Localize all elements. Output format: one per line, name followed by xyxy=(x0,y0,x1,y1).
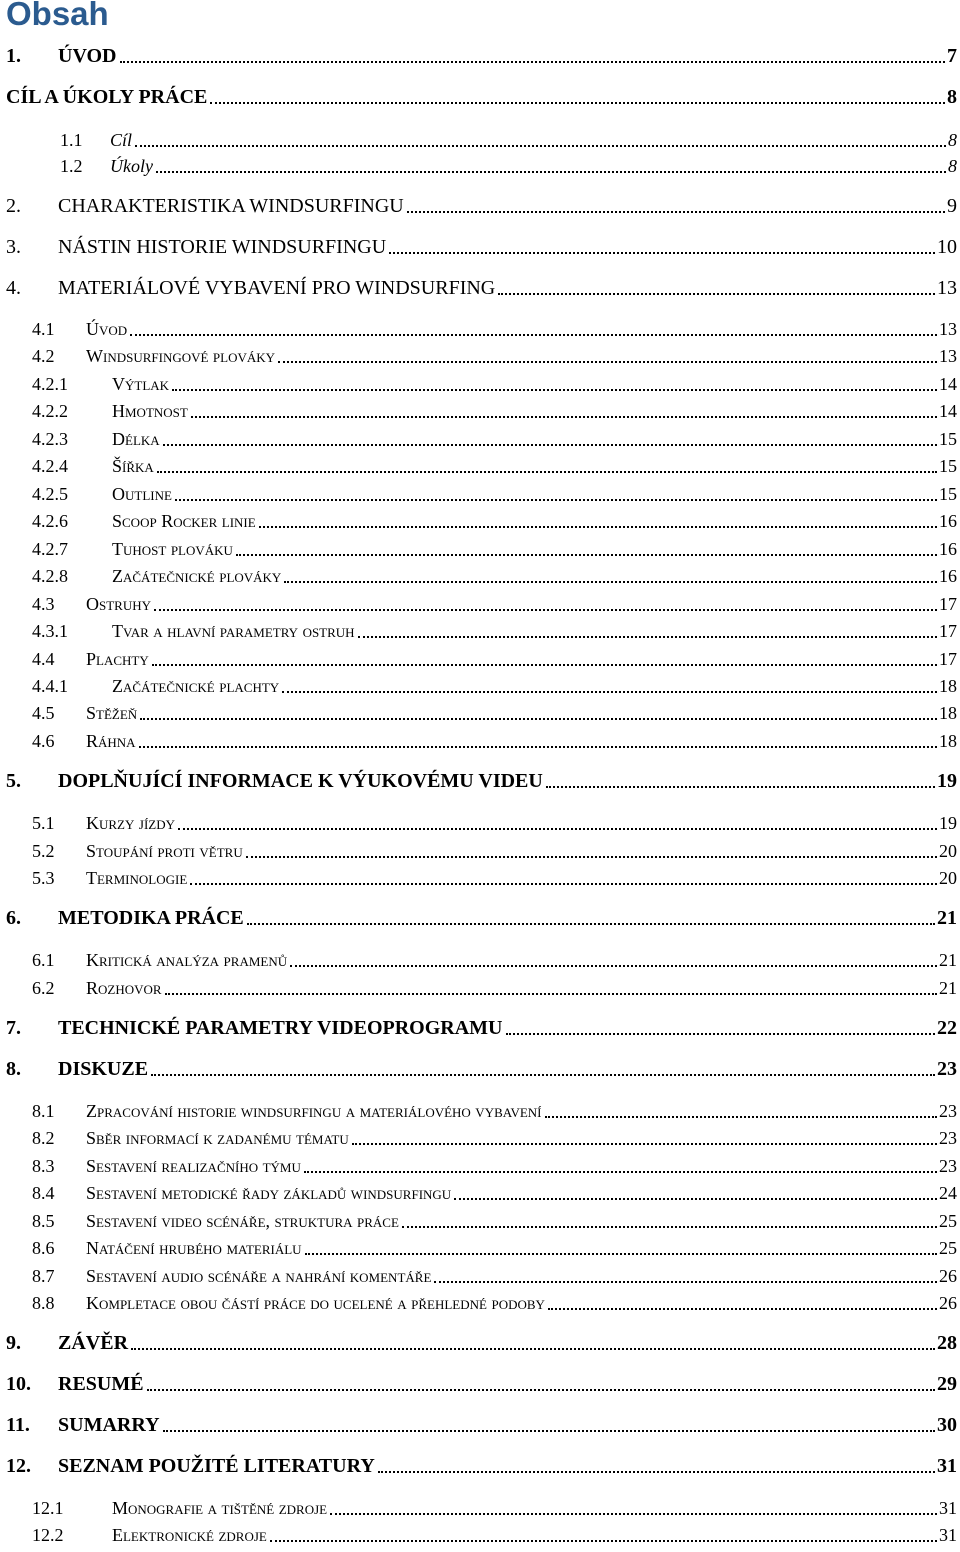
toc-entry-number: 9. xyxy=(6,1332,21,1354)
toc-entry-number: 8.4 xyxy=(32,1182,55,1203)
toc-entry-number: 2. xyxy=(6,195,21,217)
dot-leader xyxy=(304,1171,937,1173)
dot-leader xyxy=(402,1226,937,1228)
toc-entry-title: MATERIÁLOVÉ VYBAVENÍ PRO WINDSURFING xyxy=(58,277,496,299)
dot-leader xyxy=(191,416,937,418)
toc-entry[interactable] xyxy=(0,1415,960,1435)
toc-entry-title: Terminologie xyxy=(86,867,188,888)
dot-leader xyxy=(548,1308,937,1310)
toc-entry-page: 31 xyxy=(939,1497,957,1518)
toc-entry-page: 17 xyxy=(939,648,957,669)
dot-leader xyxy=(178,828,937,830)
toc-entry-title: Úvod xyxy=(86,318,128,339)
toc-entry-number: 4.5 xyxy=(32,702,55,723)
toc-entry[interactable] xyxy=(0,1267,960,1285)
toc-entry-page: 8 xyxy=(948,155,957,176)
toc-entry[interactable] xyxy=(0,1129,960,1147)
toc-entry-number: 6. xyxy=(6,907,21,929)
dot-leader xyxy=(210,102,945,104)
toc-entry-page: 14 xyxy=(939,400,957,421)
toc-entry[interactable] xyxy=(0,540,960,558)
toc-entry-number: 5. xyxy=(6,770,21,792)
toc-entry-page: 23 xyxy=(939,1155,957,1176)
dot-leader xyxy=(139,746,937,748)
dot-leader xyxy=(247,923,935,925)
toc-entry-page: 16 xyxy=(939,510,957,531)
toc-entry-page: 18 xyxy=(939,730,957,751)
dot-leader xyxy=(378,1471,935,1473)
toc-entry-title: Outline xyxy=(112,483,172,504)
toc-entry-page: 25 xyxy=(939,1237,957,1258)
toc-entry-page: 29 xyxy=(937,1373,957,1395)
toc-entry-title: Kompletace obou částí práce do ucelené a přehledné podoby xyxy=(86,1292,545,1313)
toc-entry-page: 16 xyxy=(939,538,957,559)
toc-entry-title: TECHNICKÉ PARAMETRY VIDEOPROGRAMU xyxy=(58,1017,503,1039)
toc-entry[interactable] xyxy=(0,1018,960,1038)
toc-entry-number: 1.1 xyxy=(60,129,83,150)
toc-entry-title: Šířka xyxy=(112,455,154,476)
dot-leader xyxy=(305,1253,937,1255)
toc-entry-title: Monografie a tištěné zdroje xyxy=(112,1497,328,1518)
toc-entry-number: 4.2.5 xyxy=(32,483,68,504)
toc-entry[interactable] xyxy=(0,278,960,298)
dot-leader xyxy=(172,389,937,391)
toc-entry-number: 8.8 xyxy=(32,1292,55,1313)
toc-entry-title: Délka xyxy=(112,428,160,449)
toc-entry[interactable] xyxy=(0,908,960,928)
dot-leader xyxy=(290,965,937,967)
toc-entry-page: 17 xyxy=(939,620,957,641)
dot-leader xyxy=(190,883,937,885)
toc-entry[interactable] xyxy=(0,375,960,393)
toc-entry-title: SUMARRY xyxy=(58,1414,160,1436)
toc-entry-page: 24 xyxy=(939,1182,957,1203)
toc-entry-title: Sestavení video scénáře, struktura práce xyxy=(86,1210,399,1231)
dot-leader xyxy=(151,1074,935,1076)
toc-entry[interactable] xyxy=(0,771,960,791)
toc-entry-page: 26 xyxy=(939,1292,957,1313)
toc-entry[interactable] xyxy=(0,704,960,722)
toc-entry-number: 11. xyxy=(6,1414,30,1436)
dot-leader xyxy=(506,1033,936,1035)
toc-entry[interactable] xyxy=(0,157,960,175)
toc-entry-title: RESUMÉ xyxy=(58,1373,144,1395)
toc-entry-title: Windsurfingové plováky xyxy=(86,345,276,366)
toc-entry-title: Sběr informací k zadanému tématu xyxy=(86,1127,349,1148)
toc-entry-title: Ráhna xyxy=(86,730,136,751)
toc-entry[interactable] xyxy=(0,814,960,832)
toc-entry-page: 13 xyxy=(939,345,957,366)
toc-entry[interactable] xyxy=(0,1294,960,1312)
toc-entry[interactable] xyxy=(0,196,960,216)
toc-entry-title: Zpracování historie windsurfingu a materiálového vybavení xyxy=(86,1100,542,1121)
toc-entry-page: 19 xyxy=(937,770,957,792)
toc-entry-title: Plachty xyxy=(86,648,149,669)
toc-entry-page: 23 xyxy=(939,1127,957,1148)
toc-entry-title: Sestavení audio scénáře a nahrání komentáře xyxy=(86,1265,432,1286)
toc-entry-number: 6.2 xyxy=(32,977,55,998)
toc-entry-number: 8.6 xyxy=(32,1237,55,1258)
toc-entry-page: 7 xyxy=(947,45,957,67)
dot-leader xyxy=(358,636,937,638)
dot-leader xyxy=(130,334,937,336)
toc-entry-title: Sestavení realizačního týmu xyxy=(86,1155,301,1176)
toc-entry-number: 8.7 xyxy=(32,1265,55,1286)
toc-entry-page: 16 xyxy=(939,565,957,586)
dot-leader xyxy=(135,145,946,147)
toc-entry-title: CÍL A ÚKOLY PRÁCE xyxy=(6,86,208,108)
dot-leader xyxy=(152,664,937,666)
dot-leader xyxy=(157,471,937,473)
toc-entry[interactable] xyxy=(0,237,960,257)
toc-entry-title: Výtlak xyxy=(112,373,170,394)
dot-leader xyxy=(407,211,945,213)
toc-entry[interactable] xyxy=(0,1333,960,1353)
toc-entry-page: 23 xyxy=(937,1058,957,1080)
page-title: Obsah xyxy=(6,0,109,32)
toc-entry[interactable] xyxy=(0,347,960,365)
toc-entry-title: Scoop Rocker linie xyxy=(112,510,256,531)
dot-leader xyxy=(120,61,946,63)
toc-entry-page: 15 xyxy=(939,428,957,449)
dot-leader xyxy=(140,718,937,720)
toc-entry-title: Tuhost plováku xyxy=(112,538,233,559)
toc-entry[interactable] xyxy=(0,842,960,860)
toc-entry[interactable] xyxy=(0,1239,960,1257)
toc-entry[interactable] xyxy=(0,1526,960,1544)
toc-entry-number: 4.3 xyxy=(32,593,55,614)
toc-entry-number: 8.3 xyxy=(32,1155,55,1176)
dot-leader xyxy=(175,499,937,501)
toc-entry-title: Úkoly xyxy=(110,155,153,176)
dot-leader xyxy=(284,581,937,583)
toc-entry[interactable] xyxy=(0,1456,960,1476)
toc-entry-number: 8.5 xyxy=(32,1210,55,1231)
toc-entry-page: 8 xyxy=(948,129,957,150)
toc-entry[interactable] xyxy=(0,1499,960,1517)
toc-entry-number: 12.1 xyxy=(32,1497,64,1518)
toc-entry-page: 10 xyxy=(937,236,957,258)
toc-entry-page: 21 xyxy=(939,949,957,970)
toc-entry-number: 4. xyxy=(6,277,21,299)
dot-leader xyxy=(156,171,946,173)
toc-entry-page: 31 xyxy=(939,1524,957,1545)
toc-entry-title: ZÁVĚR xyxy=(58,1332,129,1354)
toc-entry-title: CHARAKTERISTIKA WINDSURFINGU xyxy=(58,195,404,217)
dot-leader xyxy=(282,691,937,693)
toc-entry[interactable] xyxy=(0,1102,960,1120)
toc-entry[interactable] xyxy=(0,1157,960,1175)
dot-leader xyxy=(454,1198,937,1200)
toc-entry[interactable] xyxy=(0,512,960,530)
dot-leader xyxy=(278,361,937,363)
toc-entry[interactable] xyxy=(0,1059,960,1079)
toc-entry-page: 18 xyxy=(939,702,957,723)
toc-entry-title: NÁSTIN HISTORIE WINDSURFINGU xyxy=(58,236,387,258)
dot-leader xyxy=(163,444,937,446)
toc-entry-page: 15 xyxy=(939,483,957,504)
toc-entry-title: Stěžeň xyxy=(86,702,138,723)
toc-entry[interactable] xyxy=(0,430,960,448)
toc-entry-number: 4.2.1 xyxy=(32,373,68,394)
toc-entry-number: 8. xyxy=(6,1058,21,1080)
toc-entry-title: Rozhovor xyxy=(86,977,162,998)
toc-entry-title: Kritická analýza pramenů xyxy=(86,949,288,970)
dot-leader xyxy=(545,1116,937,1118)
toc-entry-title: SEZNAM POUŽITÉ LITERATURY xyxy=(58,1455,375,1477)
toc-entry-number: 4.2.3 xyxy=(32,428,68,449)
toc-entry[interactable] xyxy=(0,869,960,887)
toc-entry[interactable] xyxy=(0,567,960,585)
toc-entry-title: Kurzy jízdy xyxy=(86,812,175,833)
toc-entry[interactable] xyxy=(0,402,960,420)
toc-entry-number: 4.2.8 xyxy=(32,565,68,586)
toc-entry-number: 6.1 xyxy=(32,949,55,970)
toc-entry-page: 18 xyxy=(939,675,957,696)
toc-entry-title: ÚVOD xyxy=(58,45,117,67)
toc-entry-page: 17 xyxy=(939,593,957,614)
dot-leader xyxy=(163,1430,935,1432)
toc-entry-number: 4.2.4 xyxy=(32,455,68,476)
toc-entry-number: 1. xyxy=(6,45,21,67)
toc-entry-number: 10. xyxy=(6,1373,31,1395)
toc-entry[interactable] xyxy=(0,732,960,750)
toc-entry[interactable] xyxy=(0,1212,960,1230)
toc-entry-number: 4.3.1 xyxy=(32,620,68,641)
toc-entry-title: Tvar a hlavní parametry ostruh xyxy=(112,620,355,641)
toc-entry-number: 7. xyxy=(6,1017,21,1039)
toc-entry-number: 8.1 xyxy=(32,1100,55,1121)
toc-entry-number: 1.2 xyxy=(60,155,83,176)
dot-leader xyxy=(389,252,935,254)
toc-entry[interactable] xyxy=(0,622,960,640)
dot-leader xyxy=(236,554,937,556)
toc-entry-title: Začátečnické plováky xyxy=(112,565,282,586)
toc-entry-number: 4.1 xyxy=(32,318,55,339)
toc-entry-title: Cíl xyxy=(110,129,133,150)
toc-entry-page: 21 xyxy=(939,977,957,998)
toc-entry-page: 13 xyxy=(937,277,957,299)
toc-entry-number: 5.2 xyxy=(32,840,55,861)
toc-entry-title: Stoupání proti větru xyxy=(86,840,243,861)
toc-entry-title: Sestavení metodické řady základů windsurfingu xyxy=(86,1182,452,1203)
toc-entry-number: 4.4 xyxy=(32,648,55,669)
dot-leader xyxy=(147,1389,935,1391)
toc-entry[interactable] xyxy=(0,1374,960,1394)
toc-entry[interactable] xyxy=(0,951,960,969)
dot-leader xyxy=(131,1348,935,1350)
toc-entry-page: 19 xyxy=(939,812,957,833)
toc-entry-page: 26 xyxy=(939,1265,957,1286)
toc-entry-number: 4.2 xyxy=(32,345,55,366)
toc-entry-title: Začátečnické plachty xyxy=(112,675,280,696)
toc-entry[interactable] xyxy=(0,131,960,149)
toc-entry-page: 9 xyxy=(947,195,957,217)
toc-entry-number: 8.2 xyxy=(32,1127,55,1148)
dot-leader xyxy=(546,786,935,788)
toc-entry[interactable] xyxy=(0,1184,960,1202)
toc-entry-number: 4.2.6 xyxy=(32,510,68,531)
toc-entry[interactable] xyxy=(0,457,960,475)
toc-entry-number: 5.1 xyxy=(32,812,55,833)
dot-leader xyxy=(330,1513,937,1515)
toc-entry-page: 20 xyxy=(939,867,957,888)
toc-entry[interactable] xyxy=(0,87,960,107)
toc-entry-number: 4.4.1 xyxy=(32,675,68,696)
toc-entry-number: 5.3 xyxy=(32,867,55,888)
toc-entry-page: 31 xyxy=(937,1455,957,1477)
toc-entry-page: 14 xyxy=(939,373,957,394)
dot-leader xyxy=(165,993,937,995)
dot-leader xyxy=(352,1143,937,1145)
toc-entry-page: 13 xyxy=(939,318,957,339)
toc-entry-number: 4.2.7 xyxy=(32,538,68,559)
dot-leader xyxy=(270,1540,937,1542)
toc-entry-title: Natáčení hrubého materiálu xyxy=(86,1237,302,1258)
dot-leader xyxy=(498,293,935,295)
toc-entry-title: DISKUZE xyxy=(58,1058,149,1080)
toc-entry-title: METODIKA PRÁCE xyxy=(58,907,244,929)
toc-entry[interactable] xyxy=(0,650,960,668)
toc-entry[interactable] xyxy=(0,595,960,613)
toc-entry-page: 21 xyxy=(937,907,957,929)
toc-entry-page: 30 xyxy=(937,1414,957,1436)
toc-entry-title: Elektronické zdroje xyxy=(112,1524,267,1545)
dot-leader xyxy=(434,1281,937,1283)
dot-leader xyxy=(154,609,937,611)
toc-entry-page: 20 xyxy=(939,840,957,861)
toc-entry-page: 8 xyxy=(947,86,957,108)
toc-entry-page: 22 xyxy=(937,1017,957,1039)
toc-entry-page: 23 xyxy=(939,1100,957,1121)
toc-entry[interactable] xyxy=(0,46,960,66)
toc-entry-page: 15 xyxy=(939,455,957,476)
toc-entry[interactable] xyxy=(0,320,960,338)
toc-entry[interactable] xyxy=(0,979,960,997)
toc-entry-page: 25 xyxy=(939,1210,957,1231)
toc-entry[interactable] xyxy=(0,485,960,503)
toc-entry-title: Hmotnost xyxy=(112,400,188,421)
toc-entry-page: 28 xyxy=(937,1332,957,1354)
toc-entry-number: 12. xyxy=(6,1455,31,1477)
toc-entry-number: 4.2.2 xyxy=(32,400,68,421)
toc-entry[interactable] xyxy=(0,677,960,695)
dot-leader xyxy=(259,526,937,528)
toc-entry-number: 4.6 xyxy=(32,730,55,751)
toc-entry-number: 12.2 xyxy=(32,1524,64,1545)
dot-leader xyxy=(246,856,937,858)
toc-entry-title: Ostruhy xyxy=(86,593,152,614)
toc-entry-title: DOPLŇUJÍCÍ INFORMACE K VÝUKOVÉMU VIDEU xyxy=(58,770,543,792)
toc-entry-number: 3. xyxy=(6,236,21,258)
